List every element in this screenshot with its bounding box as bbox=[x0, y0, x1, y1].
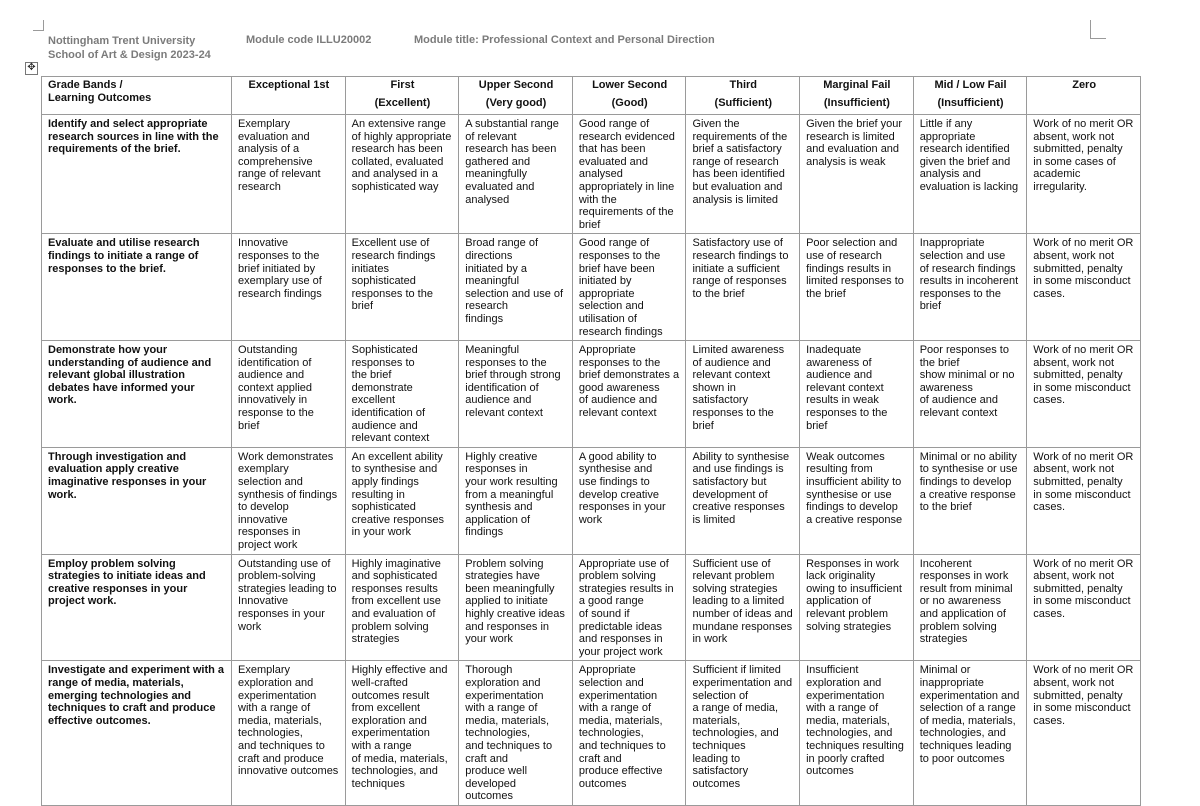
grade-band-header[interactable] bbox=[913, 77, 1027, 115]
criteria-cell[interactable] bbox=[686, 234, 800, 341]
criteria-cell[interactable] bbox=[686, 447, 800, 554]
criteria-text: Work of no merit OR absent, work not submitted, penalty in some misconduct cases. bbox=[1033, 557, 1134, 620]
criteria-text: Appropriate selection and experimentation with a range of media, materials, technologies, and techniques to craft and produce effective outcomes bbox=[578, 664, 666, 790]
criteria-cell[interactable] bbox=[1027, 661, 1141, 806]
table-header-row bbox=[42, 77, 1141, 115]
grade-band-header[interactable] bbox=[1027, 77, 1141, 115]
module-title: Module title: Professional Context and Personal Direction bbox=[414, 34, 715, 46]
criteria-text: Outstanding use of problem-solving strategies leading to Innovative responses in your work bbox=[238, 557, 337, 633]
criteria-cell[interactable] bbox=[459, 115, 573, 234]
criteria-text: Appropriate responses to the brief demonstrates a good awareness of audience and relevant context bbox=[578, 344, 680, 420]
table-row bbox=[42, 447, 1141, 554]
criteria-text: Sufficient use of relevant problem solving strategies leading to a limited number of ideas and mundane responses in work bbox=[692, 557, 793, 646]
criteria-cell[interactable] bbox=[800, 234, 914, 341]
table-row bbox=[42, 661, 1141, 806]
criteria-text: Highly imaginative and sophisticated responses results from excellent use and evaluation of problem solving strategies bbox=[351, 557, 441, 646]
grade-band-header[interactable] bbox=[459, 77, 573, 115]
criteria-cell[interactable] bbox=[345, 661, 459, 806]
criteria-text: Incoherent responses in work result from minimal or no awareness and application of problem solving strategies bbox=[919, 557, 1013, 646]
criteria-cell[interactable] bbox=[1027, 447, 1141, 554]
criteria-text: Minimal or no ability to synthesise or use findings to develop a creative response to the brief bbox=[919, 450, 1018, 514]
grade-band-name: Zero bbox=[1072, 79, 1097, 91]
criteria-text: Ability to synthesise and use findings is satisfactory but development of creative responses is limited bbox=[692, 450, 790, 526]
criteria-text: Appropriate use of problem solving strategies results in a good range of sound if predictable ideas and responses in your project work bbox=[578, 557, 674, 658]
table-row bbox=[42, 115, 1141, 234]
criteria-text: Innovative responses to the brief initiated by exemplary use of research findings bbox=[238, 237, 322, 300]
grade-band-sub: (Very good) bbox=[485, 96, 547, 109]
grade-band-header[interactable] bbox=[686, 77, 800, 115]
grade-band-header[interactable] bbox=[572, 77, 686, 115]
learning-outcome-text: Identify and select appropriate research sources in line with the requirements of the brief. bbox=[48, 118, 219, 156]
criteria-text: Poor selection and use of research findings results in limited responses to the brief bbox=[806, 237, 904, 300]
criteria-text: Good range of research evidenced that has been evaluated and analysed appropriately in line with the requirements of the brief bbox=[578, 118, 675, 231]
criteria-text: Thorough exploration and experimentation with a range of media, materials, technologies, and techniques to craft and produce well developed outcomes bbox=[465, 664, 553, 803]
grading-rubric-table bbox=[41, 76, 1141, 806]
criteria-text: Weak outcomes resulting from insufficient ability to synthesise or use findings to develop a creative response bbox=[806, 450, 903, 526]
criteria-cell[interactable] bbox=[459, 447, 573, 554]
criteria-text: Sufficient if limited experimentation and selection of a range of media, materials, technologies, and techniques leading to satisfactory outcomes bbox=[692, 664, 793, 790]
institution-name: Nottingham Trent University bbox=[48, 35, 196, 47]
criteria-text: Inadequate awareness of audience and relevant context results in weak responses to the brief bbox=[806, 344, 888, 432]
criteria-cell[interactable] bbox=[1027, 554, 1141, 661]
criteria-cell[interactable] bbox=[686, 341, 800, 448]
criteria-text: Poor responses to the brief show minimal or no awareness of audience and relevant context bbox=[919, 344, 1015, 420]
criteria-text: Insufficient exploration and experimentation with a range of media, materials, technologies, and techniques resulting in poorly crafted outcomes bbox=[806, 664, 904, 778]
criteria-cell[interactable] bbox=[800, 661, 914, 806]
grade-band-name: First bbox=[390, 79, 415, 91]
school-name: School of Art & Design 2023-24 bbox=[48, 49, 211, 61]
criteria-text: Problem solving strategies have been meaningfully applied to initiate highly creative ideas and responses in your work bbox=[465, 557, 565, 646]
criteria-cell[interactable] bbox=[572, 234, 686, 341]
criteria-cell[interactable] bbox=[913, 115, 1027, 234]
corner-header-text: Grade Bands / Learning Outcomes bbox=[48, 79, 152, 104]
criteria-cell[interactable] bbox=[232, 447, 346, 554]
grade-band-name: Marginal Fail bbox=[823, 79, 891, 91]
criteria-cell[interactable] bbox=[345, 234, 459, 341]
criteria-text: Work of no merit OR absent, work not submitted, penalty in some misconduct cases. bbox=[1033, 344, 1134, 407]
criteria-cell[interactable] bbox=[1027, 234, 1141, 341]
criteria-cell[interactable] bbox=[1027, 341, 1141, 448]
criteria-cell[interactable] bbox=[572, 341, 686, 448]
learning-outcome-text: Through investigation and evaluation apply creative imaginative responses in your work. bbox=[48, 450, 207, 501]
criteria-cell[interactable] bbox=[232, 554, 346, 661]
criteria-text: Work demonstrates exemplary selection and synthesis of findings to develop innovative responses in project work bbox=[238, 450, 338, 551]
criteria-text: Responses in work lack originality owing to insufficient application of relevant problem solving strategies bbox=[806, 557, 902, 633]
learning-outcome-cell[interactable] bbox=[42, 234, 232, 341]
criteria-text: Outstanding identification of audience and context applied innovatively in response to the brief bbox=[238, 344, 314, 432]
criteria-text: Highly effective and well-crafted outcomes result from excellent exploration and experimentation with a range of media, materials, technologies, and techniques bbox=[351, 664, 448, 790]
learning-outcome-cell[interactable] bbox=[42, 341, 232, 448]
criteria-text: Given the brief your research is limited and evaluation and analysis is weak bbox=[806, 118, 903, 168]
criteria-text: Exemplary evaluation and analysis of a comprehensive range of relevant research bbox=[238, 118, 321, 193]
criteria-text: Little if any appropriate research identified given the brief and analysis and evaluation is lacking bbox=[919, 118, 1019, 193]
criteria-text: Sophisticated responses to the brief demonstrate excellent identification of audience and relevant context bbox=[351, 344, 430, 445]
criteria-text: A substantial range of relevant research has been gathered and meaningfully evaluated and analysed bbox=[465, 118, 559, 206]
criteria-cell[interactable] bbox=[345, 115, 459, 234]
learning-outcome-text: Demonstrate how your understanding of audience and relevant global illustration debates have informed your work. bbox=[48, 344, 212, 407]
criteria-text: A good ability to synthesise and use findings to develop creative responses in your work bbox=[578, 450, 666, 526]
criteria-text: Work of no merit OR absent, work not submitted, penalty in some misconduct cases. bbox=[1033, 664, 1134, 727]
table-move-handle-icon[interactable]: ✥ bbox=[25, 62, 38, 75]
criteria-cell[interactable] bbox=[913, 234, 1027, 341]
criteria-text: Broad range of directions initiated by a meaningful selection and use of research findings bbox=[465, 237, 564, 325]
criteria-text: Given the requirements of the brief a satisfactory range of research has been identified but evaluation and analysis is limited bbox=[692, 118, 788, 206]
learning-outcome-cell[interactable] bbox=[42, 115, 232, 234]
criteria-cell[interactable] bbox=[1027, 115, 1141, 234]
criteria-cell[interactable] bbox=[686, 661, 800, 806]
criteria-cell[interactable] bbox=[572, 447, 686, 554]
grade-band-sub: (Insufficient) bbox=[937, 96, 1004, 109]
criteria-cell[interactable] bbox=[800, 115, 914, 234]
criteria-cell[interactable] bbox=[345, 341, 459, 448]
learning-outcome-cell[interactable] bbox=[42, 554, 232, 661]
grade-band-header[interactable] bbox=[345, 77, 459, 115]
module-code: Module code ILLU20002 bbox=[246, 34, 372, 46]
criteria-cell[interactable] bbox=[913, 554, 1027, 661]
grade-band-name: Upper Second bbox=[478, 79, 554, 91]
learning-outcome-cell[interactable] bbox=[42, 661, 232, 806]
grade-band-name: Lower Second bbox=[592, 79, 668, 91]
grade-band-sub: (Excellent) bbox=[374, 96, 431, 109]
criteria-text: Exemplary exploration and experimentation with a range of media, materials, technologies, and techniques to craft and produce innovative outcomes bbox=[238, 664, 339, 778]
criteria-cell[interactable] bbox=[686, 115, 800, 234]
grade-band-header[interactable] bbox=[800, 77, 914, 115]
criteria-cell[interactable] bbox=[572, 661, 686, 806]
criteria-cell[interactable] bbox=[459, 554, 573, 661]
criteria-cell[interactable] bbox=[459, 341, 573, 448]
grade-band-name: Third bbox=[729, 79, 758, 91]
grade-band-sub: (Sufficient) bbox=[714, 96, 772, 109]
criteria-cell[interactable] bbox=[913, 341, 1027, 448]
criteria-text: Excellent use of research findings initiates sophisticated responses to the brief bbox=[351, 237, 436, 313]
grade-band-name: Mid / Low Fail bbox=[934, 79, 1007, 91]
learning-outcome-cell[interactable] bbox=[42, 447, 232, 554]
criteria-text: An excellent ability to synthesise and apply findings resulting in sophisticated creative responses in your work bbox=[351, 450, 444, 539]
criteria-cell[interactable] bbox=[800, 447, 914, 554]
corner-header-cell[interactable] bbox=[42, 77, 232, 115]
table-row bbox=[42, 234, 1141, 341]
criteria-cell[interactable] bbox=[459, 234, 573, 341]
criteria-text: Satisfactory use of research findings to initiate a sufficient range of responses to the brief bbox=[692, 237, 789, 300]
criteria-cell[interactable] bbox=[345, 554, 459, 661]
criteria-text: Minimal or inappropriate experimentation and selection of a range of media, materials, technologies, and techniques leading to poor outcomes bbox=[919, 664, 1020, 765]
page-corner-mark-right bbox=[1090, 20, 1106, 39]
criteria-cell[interactable] bbox=[459, 661, 573, 806]
criteria-cell[interactable] bbox=[572, 554, 686, 661]
learning-outcome-text: Investigate and experiment with a range of media, materials, emerging technologies and techniques to craft and produce effective outcomes. bbox=[48, 664, 225, 727]
criteria-text: Work of no merit OR absent, work not submitted, penalty in some cases of academic irregularity. bbox=[1033, 118, 1134, 193]
criteria-cell[interactable] bbox=[572, 115, 686, 234]
criteria-cell[interactable] bbox=[913, 661, 1027, 806]
grade-band-header[interactable] bbox=[232, 77, 346, 115]
criteria-cell[interactable] bbox=[232, 661, 346, 806]
grade-band-sub: (Insufficient) bbox=[823, 96, 890, 109]
criteria-text: Good range of responses to the brief have been initiated by appropriate selection and utilisation of research findings bbox=[578, 237, 663, 338]
learning-outcome-text: Evaluate and utilise research findings to initiate a range of responses to the brief. bbox=[48, 237, 200, 275]
criteria-cell[interactable] bbox=[232, 234, 346, 341]
criteria-text: Highly creative responses in your work resulting from a meaningful synthesis and application of findings bbox=[465, 450, 558, 539]
table-row bbox=[42, 341, 1141, 448]
document-header-institution bbox=[48, 34, 211, 62]
learning-outcome-text: Employ problem solving strategies to initiate ideas and creative responses in your project work. bbox=[48, 557, 206, 608]
criteria-text: Work of no merit OR absent, work not submitted, penalty in some misconduct cases. bbox=[1033, 450, 1134, 514]
criteria-cell[interactable] bbox=[345, 447, 459, 554]
grade-band-sub: (Good) bbox=[611, 96, 648, 109]
criteria-text: Limited awareness of audience and relevant context shown in satisfactory responses to the brief bbox=[692, 344, 785, 432]
criteria-text: Meaningful responses to the brief through strong identification of audience and relevant context bbox=[465, 344, 561, 420]
page-corner-mark-left bbox=[33, 20, 44, 31]
criteria-cell[interactable] bbox=[800, 554, 914, 661]
criteria-text: An extensive range of highly appropriate research has been collated, evaluated and analysed in a sophisticated way bbox=[351, 118, 452, 193]
criteria-cell[interactable] bbox=[800, 341, 914, 448]
criteria-text: Work of no merit OR absent, work not submitted, penalty in some misconduct cases. bbox=[1033, 237, 1134, 300]
criteria-cell[interactable] bbox=[913, 447, 1027, 554]
criteria-cell[interactable] bbox=[686, 554, 800, 661]
criteria-text: Inappropriate selection and use of research findings results in incoherent responses to the brief bbox=[919, 237, 1019, 313]
criteria-cell[interactable] bbox=[232, 115, 346, 234]
criteria-cell[interactable] bbox=[232, 341, 346, 448]
table-row bbox=[42, 554, 1141, 661]
grade-band-name: Exceptional 1st bbox=[248, 79, 330, 91]
